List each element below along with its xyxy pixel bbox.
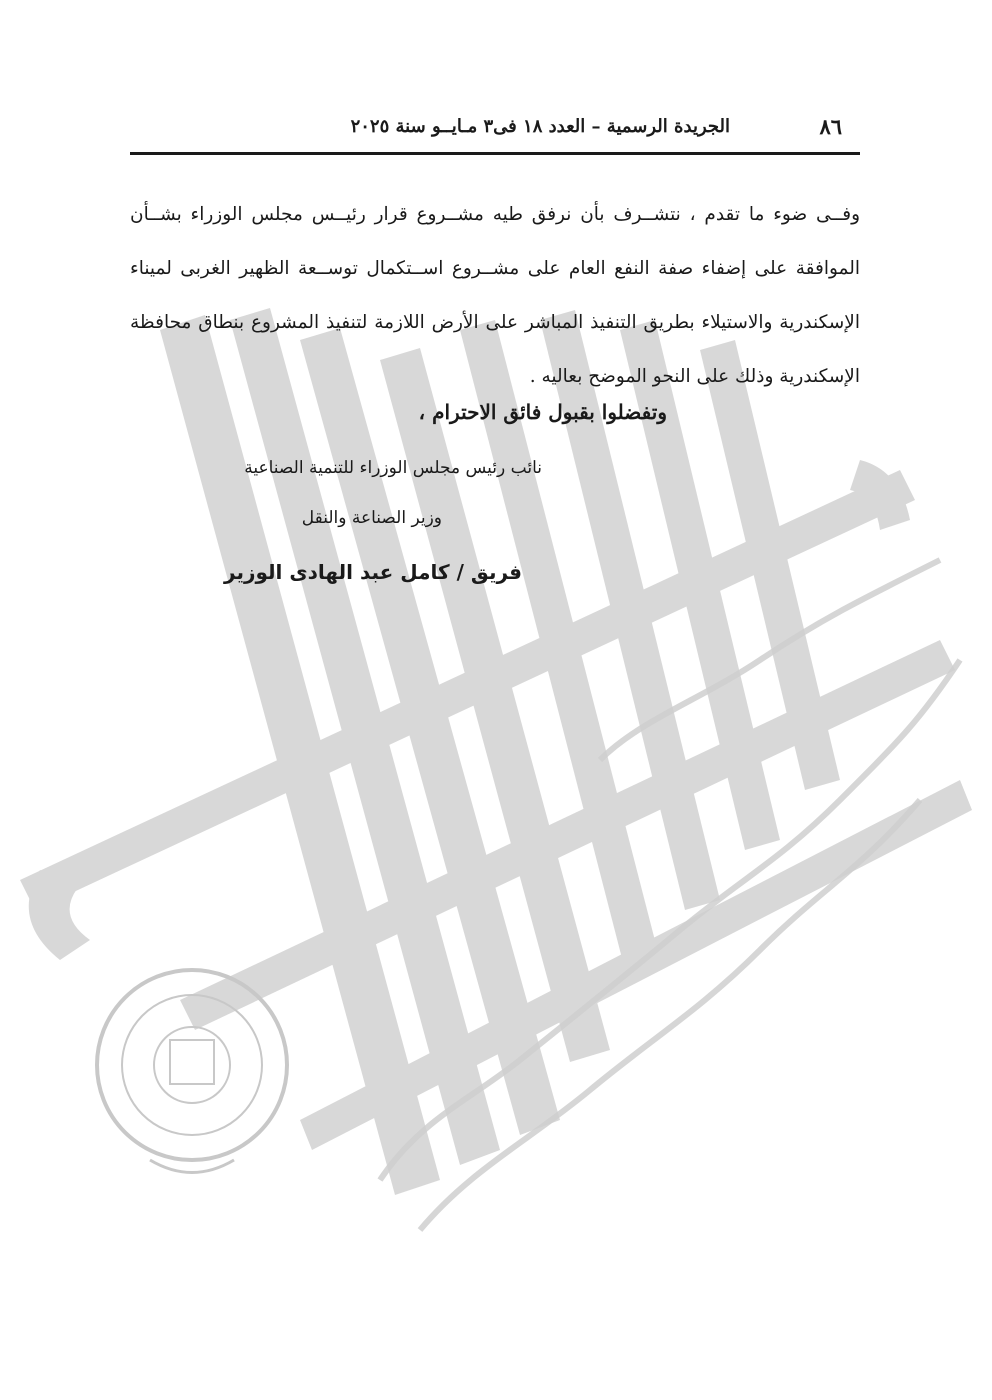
closing-salutation: وتفضلوا بقبول فائق الاحترام ، [418,400,667,424]
signatory-title-line2: وزير الصناعة والنقل [301,508,442,528]
body-paragraph: وفــى ضوء ما تقدم ، نتشــرف بأن نرفق طيه مشــروع قرار رئيــس مجلس الوزراء بشــأن الموافقة على إضفاء صفة النفع العام على مشــروع اســتكمال توســعة الظهير الغربى لميناء الإسكندرية والاستيلاء بطريق التنفيذ المباشر على الأرض اللازمة لتنفيذ المشروع بنطاق محافظة الإسكندرية وذلك على النحو الموضح بعاليه . [130,204,860,387]
page-number: ٨٦ [819,114,842,139]
page-header [130,110,860,155]
signatory-name: فريق / كامل عبد الهادى الوزير [224,560,522,584]
gazette-title: الجريدة الرسمية – العدد ١٨ فى٣ مـايــو سنة ٢٠٢٥ [350,116,730,137]
signatory-title-line1: نائب رئيس مجلس الوزراء للتنمية الصناعية [244,458,542,478]
body-text [130,188,860,404]
